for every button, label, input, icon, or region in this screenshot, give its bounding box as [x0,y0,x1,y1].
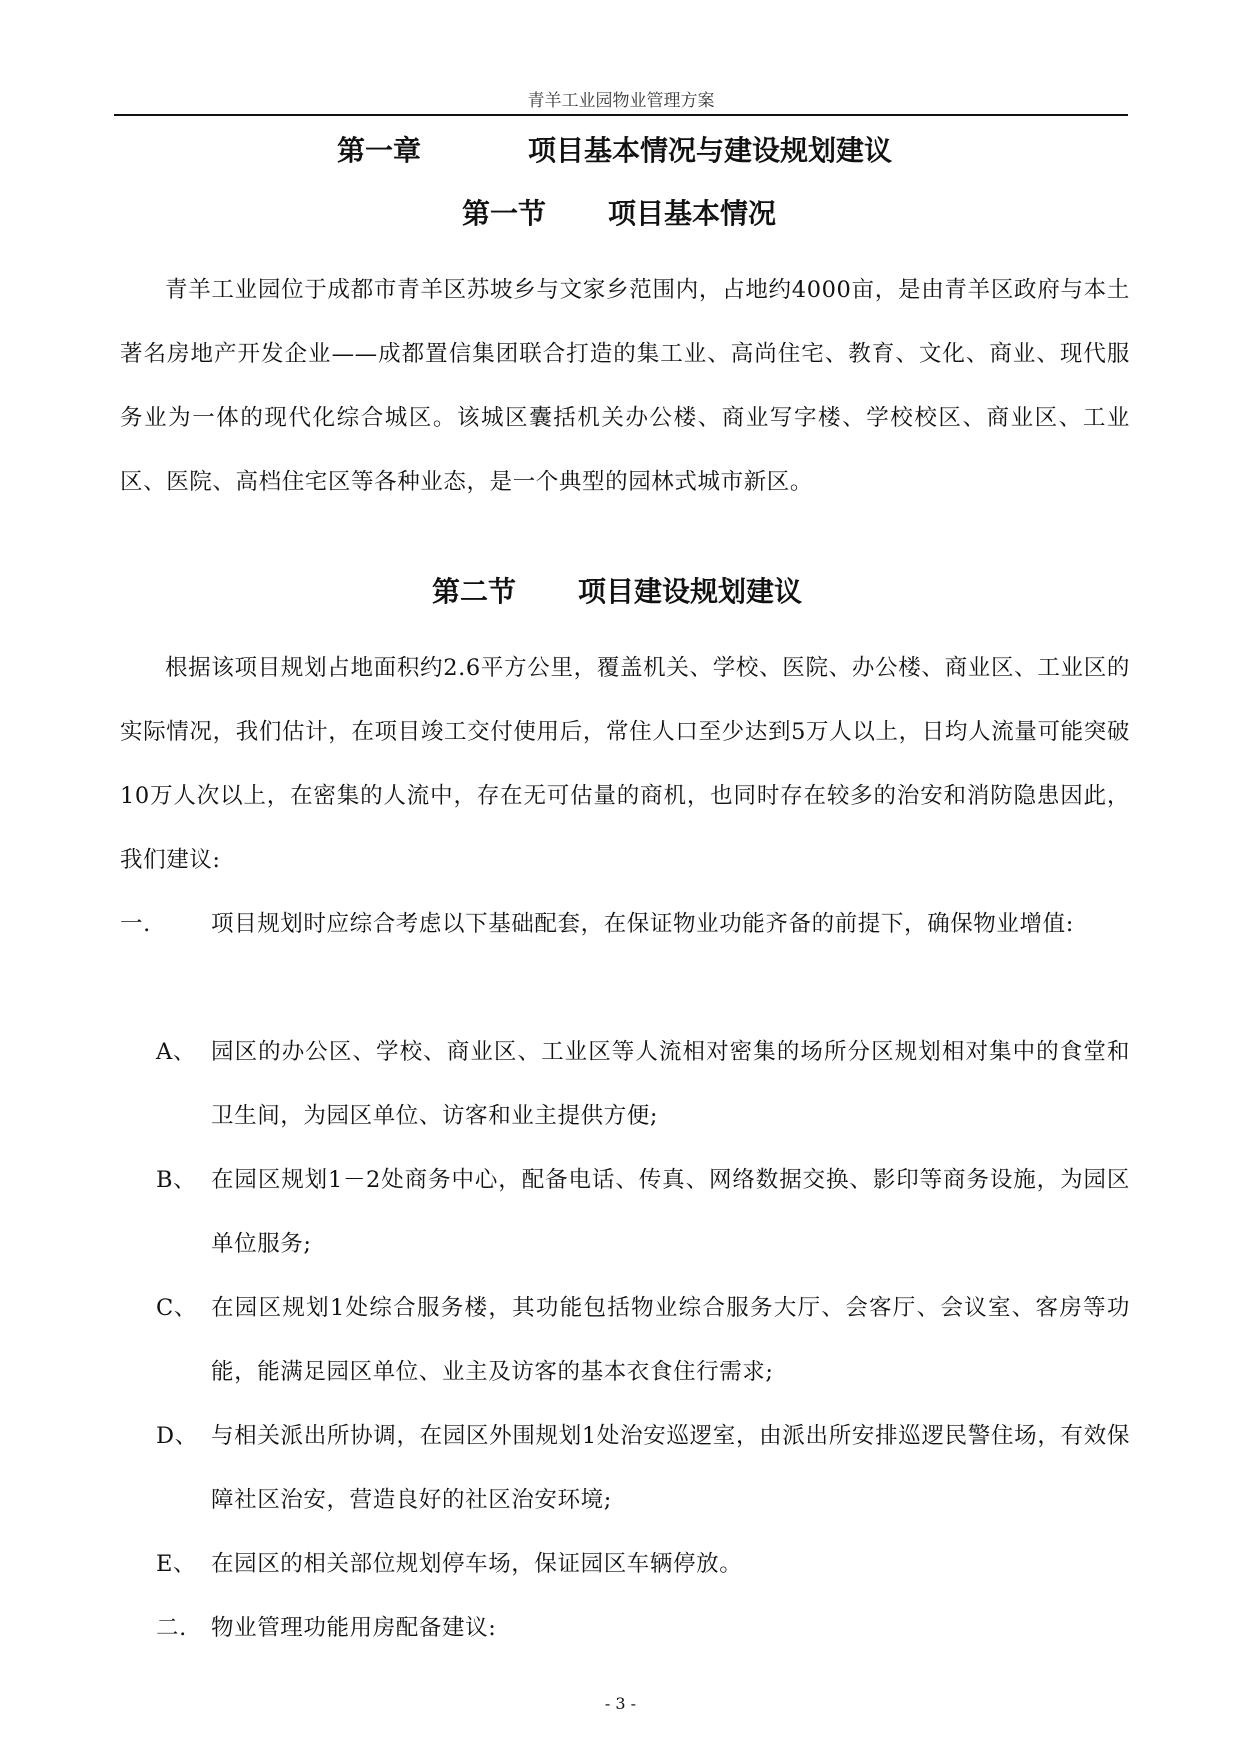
list-item-2-marker: 二. [156,1615,187,1641]
page-header: 青羊工业园物业管理方案 [527,91,715,111]
list-subitem-a-marker: A、 [156,1039,196,1065]
list-subitem-e-text: 在园区的相关部位规划停车场，保证园区车辆停放。 [211,1551,743,1577]
section1-paragraph: 青羊工业园位于成都市青羊区苏坡乡与文家乡范围内，占地约4000亩，是由青羊区政府与本土著名房地产开发企业——成都置信集团联合打造的集工业、高尚住宅、教育、文化、商业、现代服务业为一体的现代化综合城区。该城区囊括机关办公楼、商业写字楼、学校校区、商业区、工业区、医院、高档住宅区等各种业态，是一个典型的园林式城市新区。 [120,277,1130,495]
chapter-number: 第一章 [337,134,422,167]
section2-paragraph: 根据该项目规划占地面积约2.6平方公里，覆盖机关、学校、医院、办公楼、商业区、工业区的实际情况，我们估计，在项目竣工交付使用后，常住人口至少达到5万人以上，日均人流量可能突破10万人次以上，在密集的人流中，存在无可估量的商机，也同时存在较多的治安和消防隐患因此，我们建议: [120,655,1130,873]
list-item-1 [120,892,1130,1020]
list-subitem-b-marker: B、 [156,1167,197,1193]
list-subitem-d [156,1404,1130,1532]
list-subitem-c-marker: C、 [156,1295,197,1321]
list-subitem-d-text: 与相关派出所协调，在园区外围规划1处治安巡逻室，由派出所安排巡逻民警住场，有效保障社区治安，营造良好的社区治安环境; [211,1423,1130,1513]
list-subitem-c-text: 在园区规划1处综合服务楼，其功能包括物业综合服务大厅、会客厅、会议室、客房等功能，能满足园区单位、业主及访客的基本衣食住行需求; [211,1295,1130,1385]
section1-number: 第一节 [462,197,547,230]
section2-number: 第二节 [432,575,517,608]
list-subitem-a [156,1020,1130,1148]
list-item-2 [156,1596,1130,1660]
list-subitem-e-marker: E、 [156,1551,197,1577]
chapter-title: 项目基本情况与建设规划建议 [528,134,893,167]
list-subitem-e [156,1532,1130,1596]
list-subitem-b [156,1148,1130,1276]
section2-title: 项目建设规划建议 [578,575,803,608]
page-number: - 3 - [604,1694,637,1713]
list-item-2-text: 物业管理功能用房配备建议: [211,1615,497,1641]
list-subitem-c [156,1276,1130,1404]
list-item-1-marker: 一. [120,911,151,937]
list-item-1-text: 项目规划时应综合考虑以下基础配套，在保证物业功能齐备的前提下，确保物业增值: [211,911,1074,937]
list-subitem-a-text: 园区的办公区、学校、商业区、工业区等人流相对密集的场所分区规划相对集中的食堂和卫生间，为园区单位、访客和业主提供方便; [211,1039,1130,1129]
section1-title: 项目基本情况 [608,197,777,230]
header-rule [114,114,1128,116]
list-subitem-b-text: 在园区规划1－2处商务中心，配备电话、传真、网络数据交换、影印等商务设施，为园区单位服务; [211,1167,1130,1257]
list-subitem-d-marker: D、 [156,1423,198,1449]
